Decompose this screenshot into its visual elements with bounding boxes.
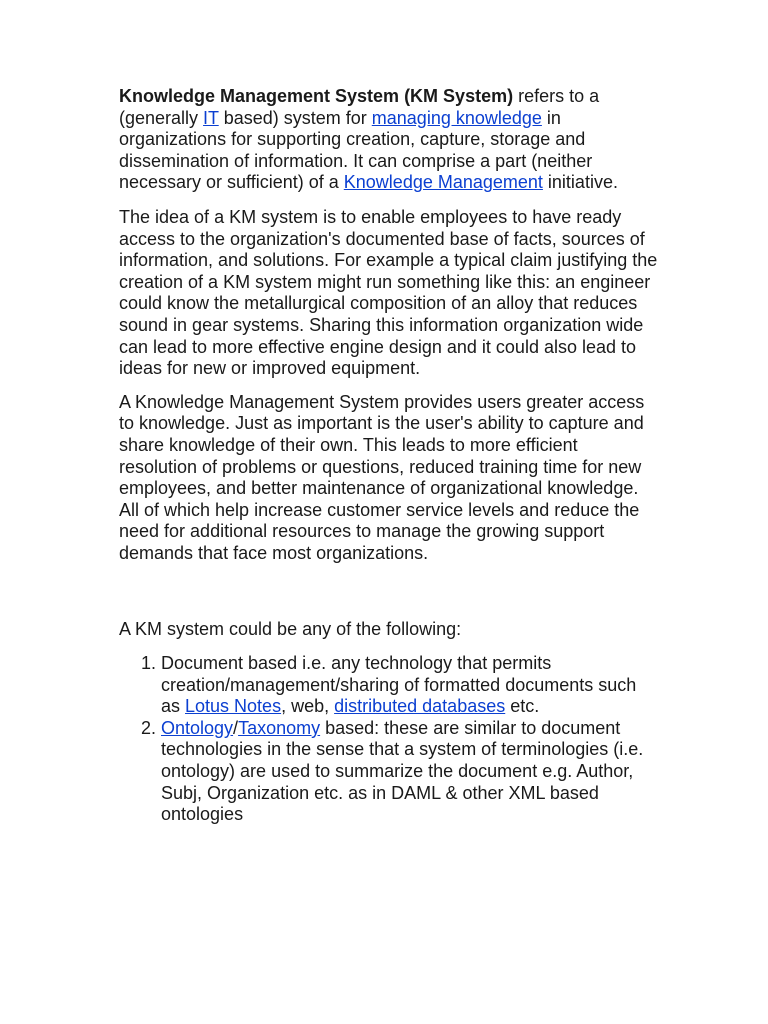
- intro-text-d: initiative.: [542, 172, 618, 193]
- lotus-notes-link[interactable]: Lotus Notes: [185, 696, 282, 717]
- knowledge-management-link[interactable]: Knowledge Management: [343, 172, 543, 193]
- idea-paragraph: The idea of a KM system is to enable employees to have ready access to the organization's documented base of facts, sources of information, and solutions. For example a typical claim justifying the creation of a KM system might run something like this: an engineer could know the metallurgical composition of an alloy that reduces sound in gear systems. Sharing this information organization wide can lead to more effective engine design and it could also lead to ideas for new or improved equipment.: [119, 206, 658, 379]
- km-system-types-list: [119, 653, 659, 826]
- intro-text-a: refers to a (generally: [119, 86, 600, 128]
- item2-text-a: based: these are similar to document technologies in the sense that a system of terminologies (i.e. ontology) are used to summarize the document e.g. Author, Subj, Organization etc. as in DAML & other XML based ontologies: [161, 717, 644, 825]
- item1-text-c: etc.: [505, 696, 540, 717]
- list-intro: A KM system could be any of the following:: [119, 619, 462, 640]
- list-item-document-based: [161, 653, 659, 718]
- document-body: [119, 86, 659, 826]
- benefits-paragraph: A Knowledge Management System provides users greater access to knowledge. Just as important is the user's ability to capture and share knowledge of their own. This leads to more efficient resolution of problems or questions, reduced training time for new employees, and better maintenance of organizational knowledge. All of which help increase customer service levels and reduce the need for additional resources to manage the growing support demands that face most organizations.: [119, 391, 645, 563]
- taxonomy-link[interactable]: Taxonomy: [238, 717, 321, 738]
- intro-paragraph: [119, 86, 659, 194]
- intro-text-b: based) system for: [218, 107, 372, 128]
- it-link[interactable]: IT: [203, 107, 219, 128]
- list-item-ontology-based: [161, 718, 659, 826]
- distributed-databases-link[interactable]: distributed databases: [334, 696, 506, 717]
- ontology-link[interactable]: Ontology: [161, 717, 234, 738]
- item1-text-b: , web,: [281, 696, 335, 717]
- item2-separator: /: [233, 717, 239, 738]
- item1-text-a: Document based i.e. any technology that permits creation/management/sharing of formatted documents such as: [161, 653, 637, 717]
- km-system-term: Knowledge Management System (KM System): [119, 86, 514, 106]
- intro-text-c: in organizations for supporting creation, capture, storage and dissemination of information. It can comprise a part (neither necessary or sufficient) of a: [119, 107, 593, 193]
- managing-knowledge-link[interactable]: managing knowledge: [371, 107, 542, 128]
